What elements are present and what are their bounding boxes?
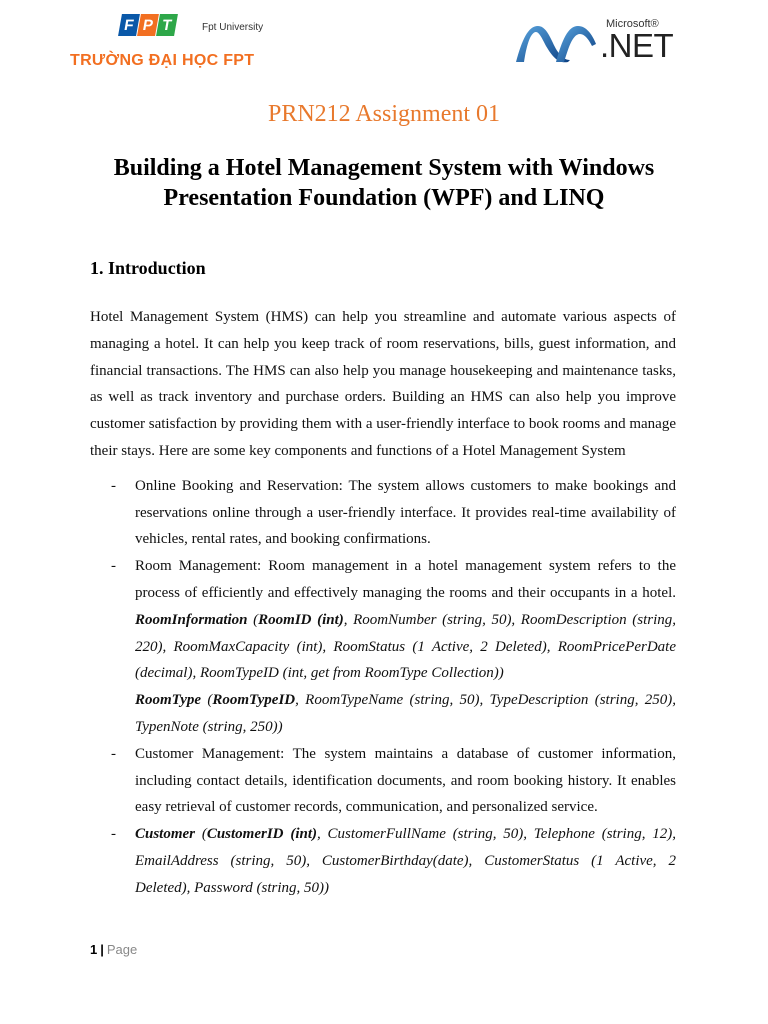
fpt-letter-p: P <box>137 14 159 36</box>
list-item <box>90 821 676 901</box>
dotnet-wave-icon <box>512 22 600 64</box>
bullet-customer-management: Customer Management: The system maintains a database of customer information, including contact details, identification documents, and room booking history. It enables easy retrieval of customer records, communication, and personalized service. <box>135 745 676 816</box>
main-title: Building a Hotel Management System with Windows Presentation Foundation (WPF) and LINQ <box>113 155 655 211</box>
page-number: 1 <box>90 942 98 957</box>
list-item <box>90 473 676 553</box>
fpt-letter-t: T <box>156 14 178 36</box>
bullet-online-booking: Online Booking and Reservation: The system allows customers to make bookings and reservations online through a user-friendly interface. It provides real-time availability of vehicles, rental rates, and booking confirmations. <box>135 477 676 548</box>
list-dash: - <box>111 826 116 843</box>
microsoft-dotnet-logo <box>512 16 672 66</box>
page-label: Page <box>106 942 138 957</box>
fpt-letter-f: F <box>118 14 140 36</box>
room-info-entity: RoomInformation <box>135 611 248 628</box>
customer-fields: , CustomerFullName (string, 50), Telephone (string, 12), EmailAddress (string, 50), CustomerBirthday(date), CustomerStatus (1 Active, 2 Deleted), Password (string, 50)) <box>135 826 677 896</box>
customer-entity: Customer <box>135 826 196 843</box>
net-product: .NET <box>600 27 674 64</box>
room-type-fields: , RoomTypeName (string, 50), TypeDescription (string, 250), TypenNote (string, 250)) <box>135 692 676 735</box>
room-type-entity: RoomType <box>135 692 202 709</box>
customer-key: CustomerID (int) <box>206 826 317 843</box>
footer-separator: | <box>100 942 104 957</box>
room-type-open: ( <box>201 692 213 709</box>
room-info-open: ( <box>247 611 259 628</box>
room-info-key: RoomID (int) <box>258 611 344 628</box>
fpt-tagline: Fpt University <box>202 22 264 33</box>
list-item <box>90 553 676 741</box>
document-body <box>90 304 676 902</box>
bullet-room-management: Room Management: Room management in a hotel management system refers to the process of efficiently and effectively managing the rooms and their occupants in a hotel. <box>135 558 676 601</box>
net-brand: Microsoft® <box>606 18 659 30</box>
room-info-fields: , RoomNumber (string, 50), RoomDescription (string, 220), RoomMaxCapacity (int), RoomStatus (1 Active, 2 Deleted), RoomPricePerDate (decimal), RoomTypeID (int, get from RoomType Collection)) <box>135 611 676 682</box>
section-heading-introduction: 1. Introduction <box>90 258 206 278</box>
list-dash: - <box>111 477 116 494</box>
fpt-university-logo <box>70 12 280 72</box>
list-dash: - <box>111 745 116 762</box>
fpt-school-name: TRƯỜNG ĐẠI HỌC FPT <box>70 52 255 69</box>
page-footer <box>90 942 137 957</box>
fpt-letter-blocks <box>120 14 177 36</box>
room-type-key: RoomTypeID <box>212 692 296 709</box>
customer-open: ( <box>195 826 207 843</box>
intro-paragraph: Hotel Management System (HMS) can help you streamline and automate various aspects of managing a hotel. It can help you keep track of room reservations, bills, guest information, and financial transactions. The HMS can also help you manage housekeeping and maintenance tasks, as well as track inventory and purchase orders. Building an HMS can also help you improve customer satisfaction by providing them with a user-friendly interface to book rooms and manage their stays. Here are some key components and functions of a Hotel Management System <box>90 309 676 459</box>
list-dash: - <box>111 558 116 575</box>
assignment-title: PRN212 Assignment 01 <box>267 101 501 127</box>
list-item <box>90 741 676 821</box>
component-list <box>90 473 676 902</box>
